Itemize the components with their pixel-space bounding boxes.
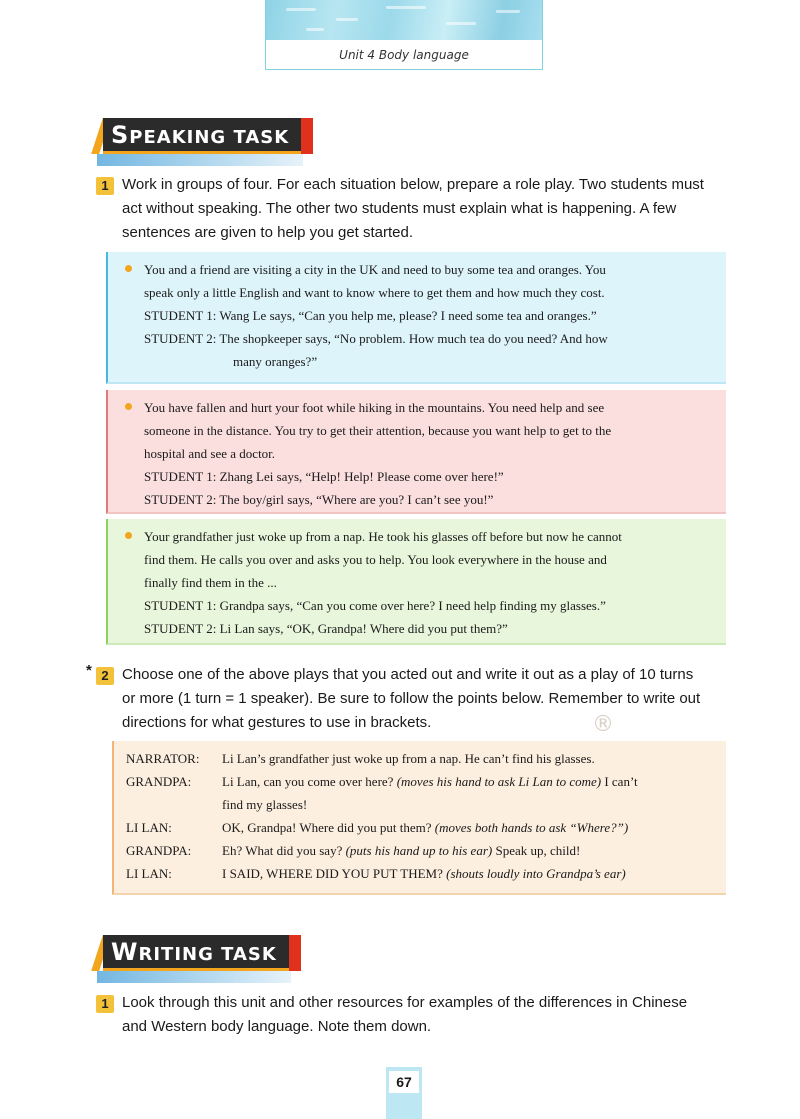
- dialogue-line: STUDENT 2: The shopkeeper says, “No problem. How much tea do you need? And how: [144, 331, 608, 346]
- script-speaker: LI LAN:: [126, 866, 172, 881]
- title-rest: PEAKING TASK: [129, 127, 290, 148]
- dialogue-line: STUDENT 2: Li Lan says, “OK, Grandpa! Where did you put them?”: [144, 621, 508, 636]
- situation-box-3: [106, 519, 726, 645]
- script-line: [126, 839, 714, 862]
- speaking-question-1: [122, 173, 722, 245]
- unit-label: Unit 4 Body language: [339, 48, 469, 62]
- text-line: You have fallen and hurt your foot while hiking in the mountains. You need help and see: [144, 400, 605, 415]
- stage-direction: (moves both hands to ask “Where?”): [434, 820, 629, 835]
- title-initial: W: [111, 938, 139, 966]
- optional-star: *: [86, 662, 92, 679]
- script-speaker: NARRATOR:: [126, 751, 200, 766]
- question-number-badge: 2: [96, 667, 114, 685]
- situation-box-1: [106, 252, 726, 384]
- page-number: 67: [389, 1071, 419, 1093]
- registered-mark: ®: [592, 712, 614, 737]
- text-line: speak only a little English and want to know where to get them and how much they cost.: [144, 285, 605, 300]
- writing-task-title: [97, 935, 291, 971]
- script-speech: I SAID, WHERE DID YOU PUT THEM?: [222, 866, 443, 881]
- situation-box-2: [106, 390, 726, 514]
- script-speech: Li Lan’s grandfather just woke up from a nap. He can’t find his glasses.: [222, 751, 595, 766]
- script-text: [222, 862, 714, 885]
- text-line: directions for what gestures to use in brackets.: [122, 714, 432, 731]
- script-speaker: GRANDPA:: [126, 843, 192, 858]
- script-line: [126, 770, 714, 793]
- dialogue-line: STUDENT 2: The boy/girl says, “Where are you? I can’t see you!”: [144, 492, 494, 507]
- script-speech: find my glasses!: [222, 797, 308, 812]
- dialogue-line: STUDENT 1: Grandpa says, “Can you come over here? I need help finding my glasses.”: [144, 598, 606, 613]
- bullet-icon: [125, 265, 132, 272]
- script-text: [222, 793, 714, 816]
- writing-task-label: [103, 935, 291, 971]
- script-speaker: GRANDPA:: [126, 774, 192, 789]
- script-text: [222, 747, 714, 770]
- script-text: [222, 839, 714, 862]
- stage-direction: (puts his hand up to his ear): [345, 843, 493, 858]
- writing-question-1: [122, 991, 722, 1039]
- title-red-edge: [301, 118, 313, 154]
- header-sky-image: [266, 0, 542, 40]
- text-line: Your grandfather just woke up from a nap. He took his glasses off before but now he cannot: [144, 529, 622, 544]
- page-number-tab: [386, 1067, 422, 1119]
- script-line: [126, 793, 714, 816]
- text-line: Choose one of the above plays that you acted out and write it out as a play of 10 turns: [122, 666, 694, 683]
- text-line: Look through this unit and other resources for examples of the differences in Chinese: [122, 994, 688, 1011]
- speaking-task-title: [97, 118, 303, 154]
- speaking-task-label: [103, 118, 303, 154]
- text-line: You and a friend are visiting a city in the UK and need to buy some tea and oranges. You: [144, 262, 606, 277]
- text-line: finally find them in the ...: [144, 575, 277, 590]
- example-script-box: [112, 741, 726, 895]
- speaking-question-2: [122, 663, 722, 735]
- dialogue-line: STUDENT 1: Wang Le says, “Can you help me, please? I need some tea and oranges.”: [144, 308, 597, 323]
- unit-header-banner: [265, 0, 543, 70]
- title-rest: RITING TASK: [138, 944, 277, 965]
- script-speech: Li Lan, can you come over here?: [222, 774, 394, 789]
- text-line: Work in groups of four. For each situation below, prepare a role play. Two students must: [122, 176, 704, 193]
- question-number-badge: 1: [96, 177, 114, 195]
- text-line: or more (1 turn = 1 speaker). Be sure to follow the points below. Remember to write out: [122, 690, 701, 707]
- text-line: someone in the distance. You try to get their attention, because you want help to get to the: [144, 423, 612, 438]
- question-number-badge: 1: [96, 995, 114, 1013]
- text-line: hospital and see a doctor.: [144, 446, 276, 461]
- text-line: and Western body language. Note them down.: [122, 1018, 432, 1035]
- script-speech: OK, Grandpa! Where did you put them?: [222, 820, 432, 835]
- dialogue-continuation: many oranges?”: [233, 354, 318, 369]
- script-speech: I can’t: [604, 774, 638, 789]
- stage-direction: (moves his hand to ask Li Lan to come): [396, 774, 602, 789]
- script-line: [126, 747, 714, 770]
- text-line: act without speaking. The other two students must explain what is happening. A few: [122, 200, 677, 217]
- title-red-edge: [289, 935, 301, 971]
- script-speech: Eh? What did you say?: [222, 843, 343, 858]
- script-text: [222, 770, 714, 793]
- text-line: find them. He calls you over and asks you to help. You look everywhere in the house and: [144, 552, 607, 567]
- script-speaker: LI LAN:: [126, 820, 172, 835]
- title-blue-shadow: [97, 154, 303, 166]
- script-line: [126, 862, 714, 885]
- text-line: sentences are given to help you get started.: [122, 224, 414, 241]
- script-text: [222, 816, 714, 839]
- bullet-icon: [125, 403, 132, 410]
- bullet-icon: [125, 532, 132, 539]
- script-speaker: [126, 793, 222, 816]
- script-line: [126, 816, 714, 839]
- stage-direction: (shouts loudly into Grandpa’s ear): [446, 866, 626, 881]
- title-initial: S: [111, 121, 130, 149]
- title-blue-shadow: [97, 971, 291, 983]
- script-speech: Speak up, child!: [495, 843, 581, 858]
- dialogue-line: STUDENT 1: Zhang Lei says, “Help! Help! Please come over here!”: [144, 469, 504, 484]
